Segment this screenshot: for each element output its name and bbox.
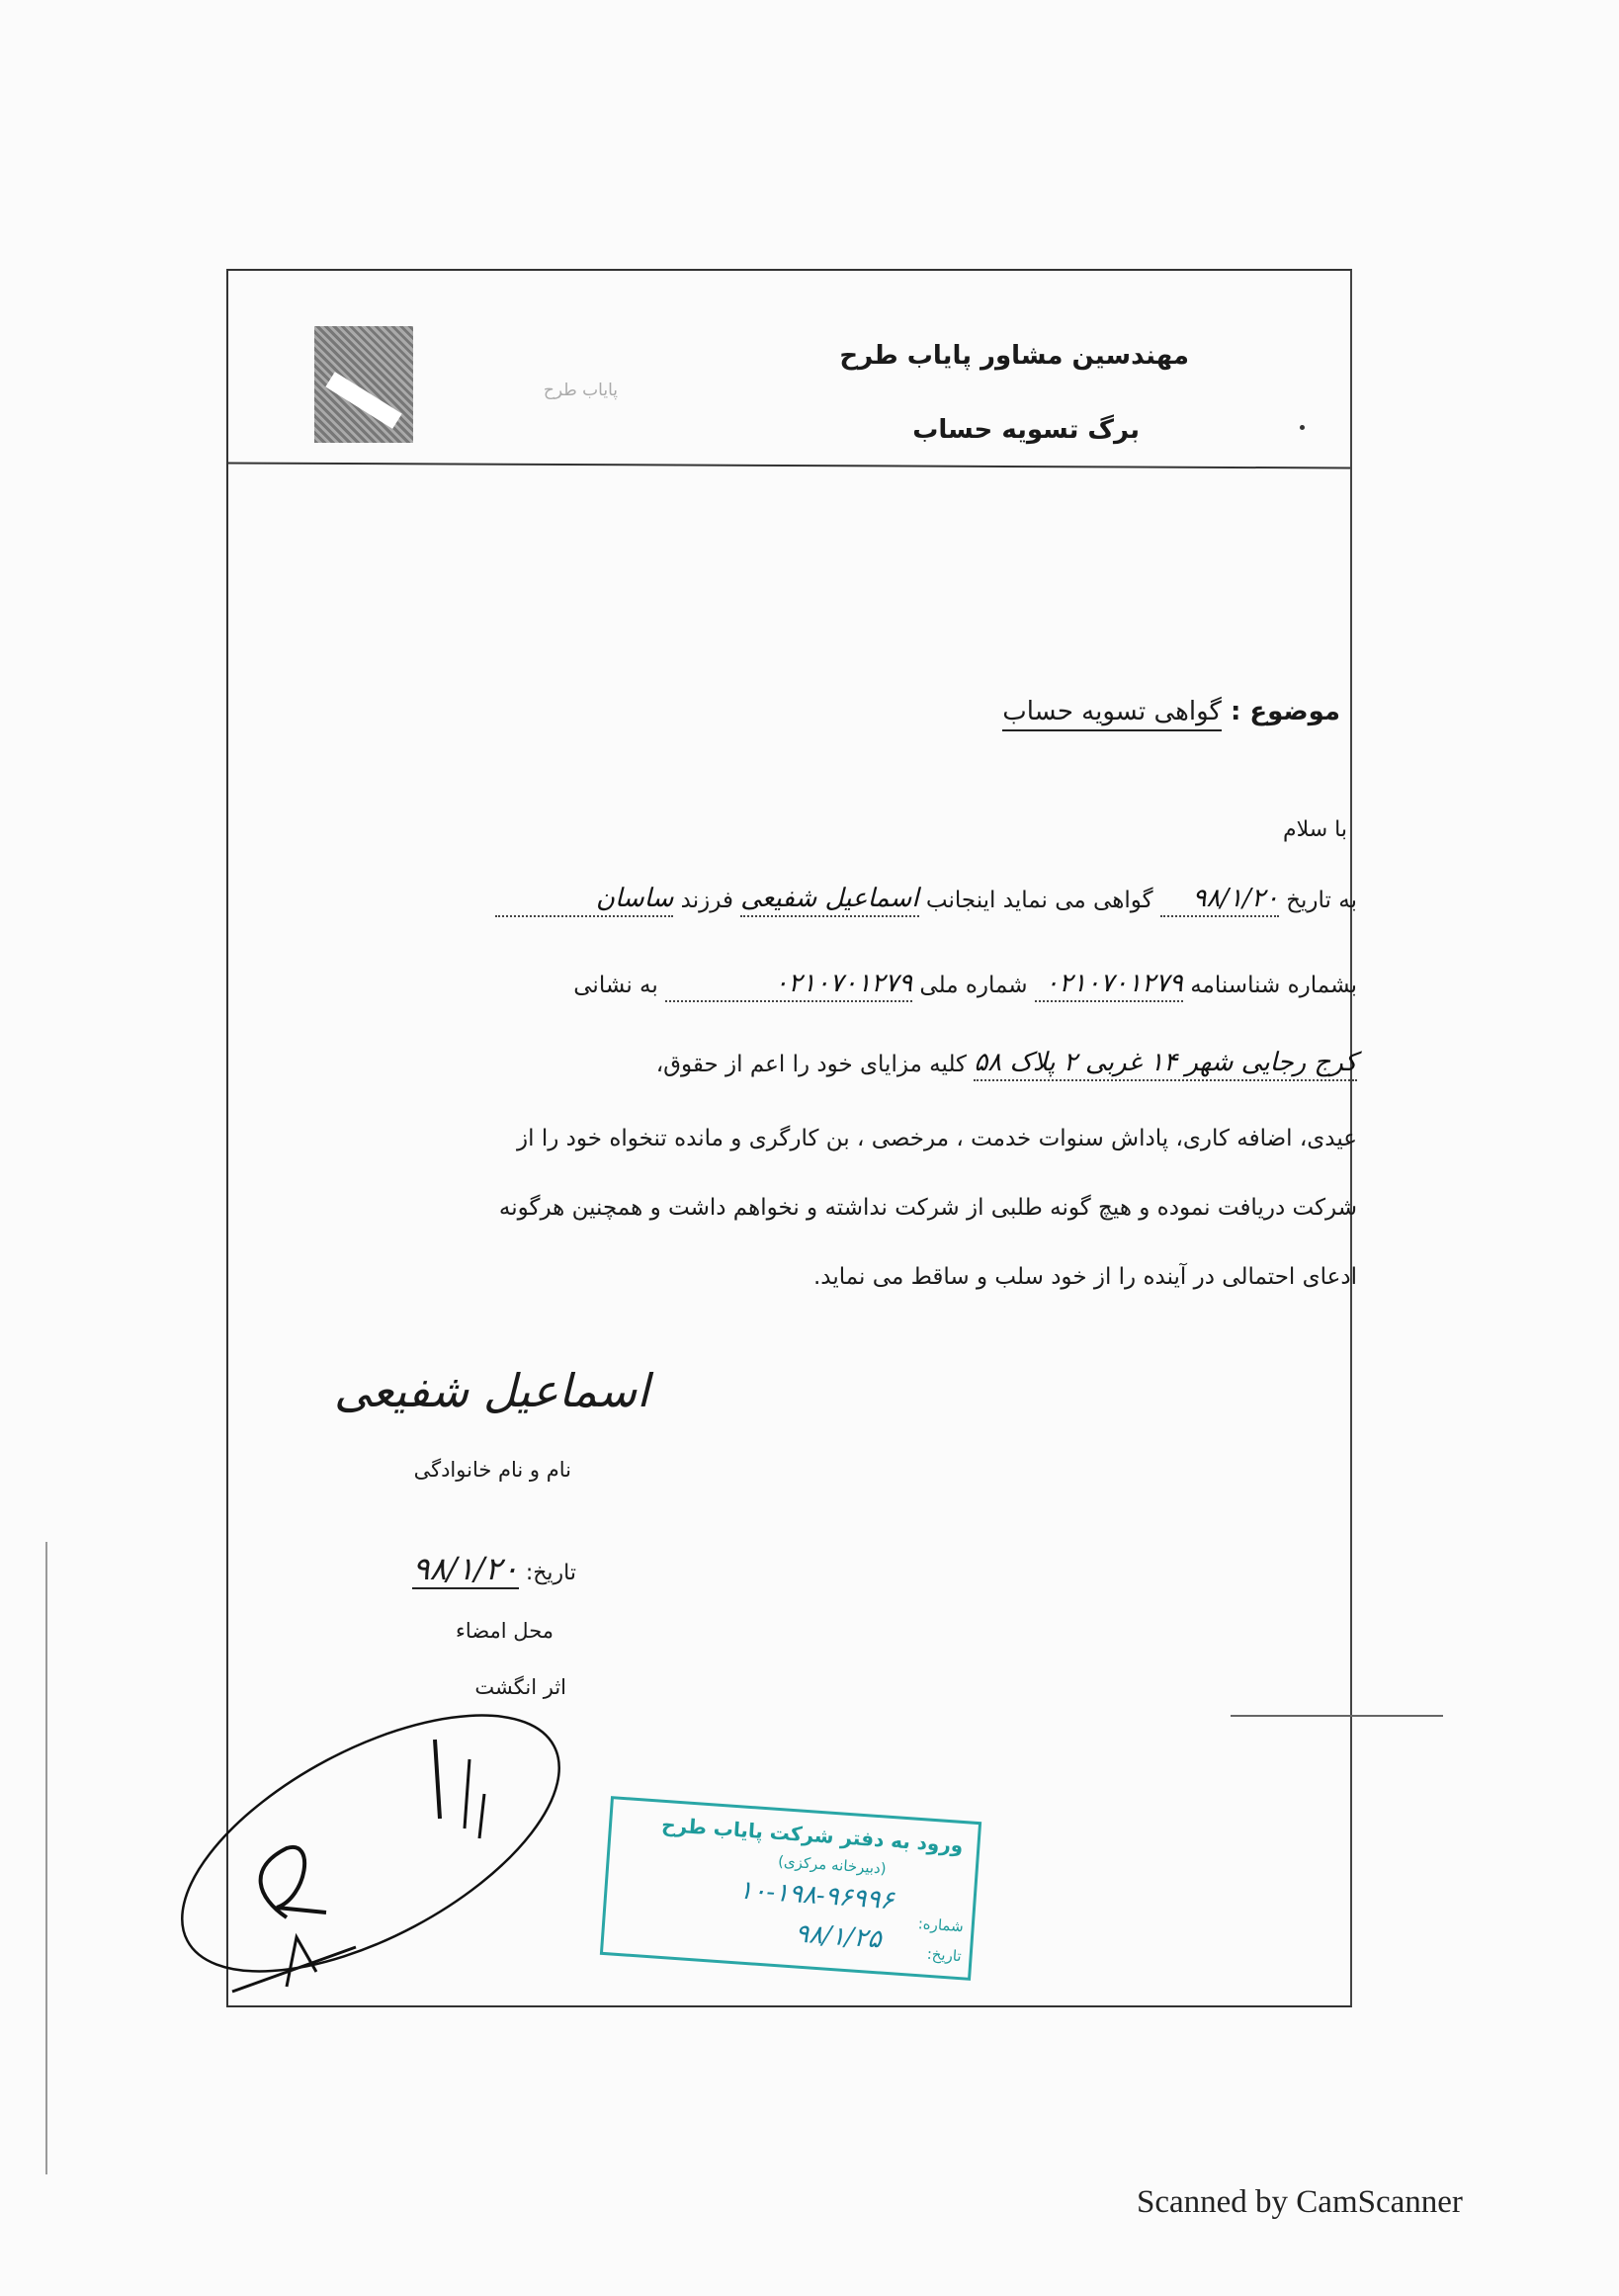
name-label: نام و نام خانوادگی bbox=[413, 1458, 571, 1482]
logo-caption: پایاب طرح bbox=[543, 381, 618, 400]
body-line-2 bbox=[309, 967, 1357, 1002]
stamp-date-label: تاریخ: bbox=[926, 1944, 963, 1966]
handwritten-name: اسماعیل شفیعی bbox=[334, 1364, 649, 1417]
date-prefix: به تاریخ bbox=[1286, 888, 1357, 913]
body-line-4: عیدی، اضافه کاری، پاداش سنوات خدمت ، مرخصی ، بن کارگری و مانده تنخواه خود را از bbox=[517, 1126, 1357, 1151]
id-number-label: بشماره شناسنامه bbox=[1190, 973, 1357, 998]
signature-date bbox=[412, 1550, 576, 1587]
body-line-6: ادعای احتمالی در آینده را از خود سلب و ساقط می نماید. bbox=[812, 1264, 1357, 1290]
form-title: برگ تسویه حساب bbox=[912, 415, 1140, 445]
national-no-value: ۰۲۱۰۷۰۱۲۷۹ bbox=[665, 967, 912, 1002]
stamp-date-value: ۹۸/۱/۲۵ bbox=[794, 1918, 883, 1955]
stamp-number-value: ۱۰-۱۹۸-۹۶۹۹۶ bbox=[737, 1875, 895, 1916]
company-name: مهندسین مشاور پایاب طرح bbox=[839, 341, 1189, 371]
subject-value: گواهی تسویه حساب bbox=[1002, 697, 1222, 731]
stamp-title: ورود به دفتر شرکت پایاب طرح bbox=[660, 1812, 965, 1858]
handwritten-signature bbox=[138, 1700, 593, 2006]
signature-place-label: محل امضاء bbox=[456, 1619, 554, 1643]
scan-edge bbox=[45, 1542, 47, 2174]
body-line-3 bbox=[309, 1046, 1357, 1081]
id-number-value: ۰۲۱۰۷۰۱۲۷۹ bbox=[1035, 967, 1183, 1002]
father-name: ساسان bbox=[495, 882, 673, 917]
national-no-label: شماره ملی bbox=[919, 973, 1028, 998]
body-line-5: شرکت دریافت نموده و هیچ گونه طلبی از شرکت نداشته و نخواهم داشت و همچنین هرگونه bbox=[498, 1195, 1357, 1221]
company-logo bbox=[314, 326, 413, 443]
address-value: کرج رجایی شهر ۱۴ غربی ۲ پلاک ۵۸ bbox=[974, 1046, 1357, 1081]
greeting: با سلام bbox=[1282, 817, 1347, 842]
office-entry-stamp bbox=[600, 1796, 981, 1981]
bullet-dot bbox=[1300, 425, 1305, 430]
subject-label: موضوع : bbox=[1230, 697, 1340, 726]
date-value: ۹۸/۱/۲۰ bbox=[1160, 882, 1279, 917]
subject-line bbox=[1002, 697, 1340, 726]
stamp-subtitle: (دبیرخانه مرکزی) bbox=[777, 1852, 888, 1878]
date-label: تاریخ: bbox=[525, 1561, 576, 1585]
stamp-number-label: شماره: bbox=[917, 1914, 965, 1936]
date-value-handwritten: ۹۸/۱/۲۰ bbox=[412, 1550, 519, 1587]
scanner-watermark: Scanned by CamScanner bbox=[1137, 2184, 1463, 2220]
address-label: به نشانی bbox=[573, 973, 658, 998]
divider-line bbox=[1231, 1715, 1443, 1717]
body-line-3-text: کلیه مزایای خود را اعم از حقوق، bbox=[655, 1052, 968, 1077]
fingerprint-label: اثر انگشت bbox=[474, 1675, 566, 1699]
certifies-text: گواهی می نماید اینجانب bbox=[925, 888, 1153, 913]
child-of-label: فرزند bbox=[680, 888, 733, 913]
body-line-1 bbox=[309, 882, 1357, 917]
person-name: اسماعیل شفیعی bbox=[740, 882, 918, 917]
